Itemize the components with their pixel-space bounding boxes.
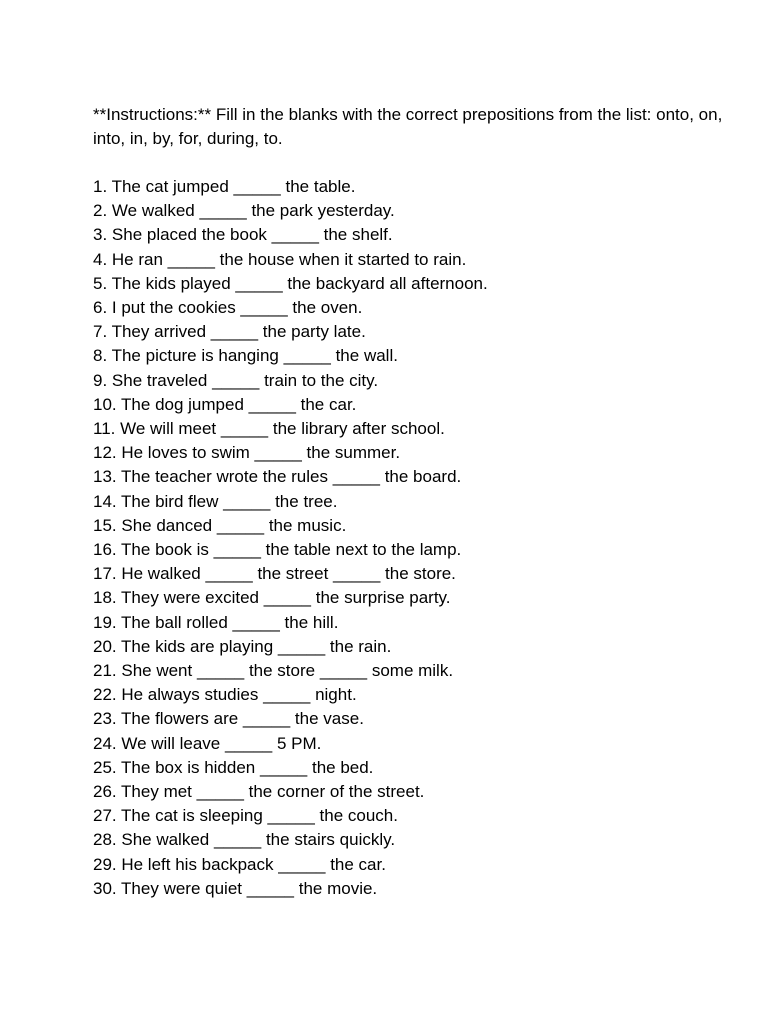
question-item: 29. He left his backpack _____ the car.	[93, 854, 386, 874]
question-item: 22. He always studies _____ night.	[93, 685, 357, 705]
question-item: 12. He loves to swim _____ the summer.	[93, 443, 401, 463]
question-item: 30. They were quiet _____ the movie.	[93, 878, 378, 898]
question-item: 8. The picture is hanging _____ the wall.	[93, 346, 398, 366]
question-item: 7. They arrived _____ the party late.	[93, 322, 366, 342]
question-list	[93, 175, 733, 901]
worksheet	[93, 103, 733, 901]
question-item: 17. He walked _____ the street _____ the store.	[93, 564, 456, 584]
question-item: 28. She walked _____ the stairs quickly.	[93, 830, 396, 850]
question-item: 6. I put the cookies _____ the oven.	[93, 298, 363, 318]
question-item: 1. The cat jumped _____ the table.	[93, 177, 356, 196]
question-item: 4. He ran _____ the house when it started to rain.	[93, 249, 467, 269]
question-item: 27. The cat is sleeping _____ the couch.	[93, 806, 398, 826]
question-item: 10. The dog jumped _____ the car.	[93, 394, 357, 414]
question-item: 11. We will meet _____ the library after school.	[93, 419, 445, 439]
question-item: 18. They were excited _____ the surprise party.	[93, 588, 451, 608]
question-item: 3. She placed the book _____ the shelf.	[93, 225, 393, 245]
question-item: 24. We will leave _____ 5 PM.	[93, 733, 322, 753]
question-item: 15. She danced _____ the music.	[93, 515, 347, 535]
question-item: 19. The ball rolled _____ the hill.	[93, 612, 339, 632]
question-item: 9. She traveled _____ train to the city.	[93, 370, 379, 390]
question-item: 20. The kids are playing _____ the rain.	[93, 636, 392, 656]
question-item: 2. We walked _____ the park yesterday.	[93, 201, 395, 221]
question-item: 16. The book is _____ the table next to the lamp.	[93, 540, 462, 560]
instructions-text: **Instructions:** Fill in the blanks with the correct prepositions from the list: onto, on, into, in, by, for, during, to.	[93, 105, 723, 148]
question-item: 23. The flowers are _____ the vase.	[93, 709, 364, 729]
question-item: 5. The kids played _____ the backyard all afternoon.	[93, 273, 488, 293]
question-item: 25. The box is hidden _____ the bed.	[93, 757, 374, 777]
question-item: 21. She went _____ the store _____ some milk.	[93, 661, 454, 681]
question-item: 26. They met _____ the corner of the street.	[93, 782, 425, 802]
question-item: 14. The bird flew _____ the tree.	[93, 491, 338, 511]
question-item: 13. The teacher wrote the rules _____ the board.	[93, 467, 462, 487]
